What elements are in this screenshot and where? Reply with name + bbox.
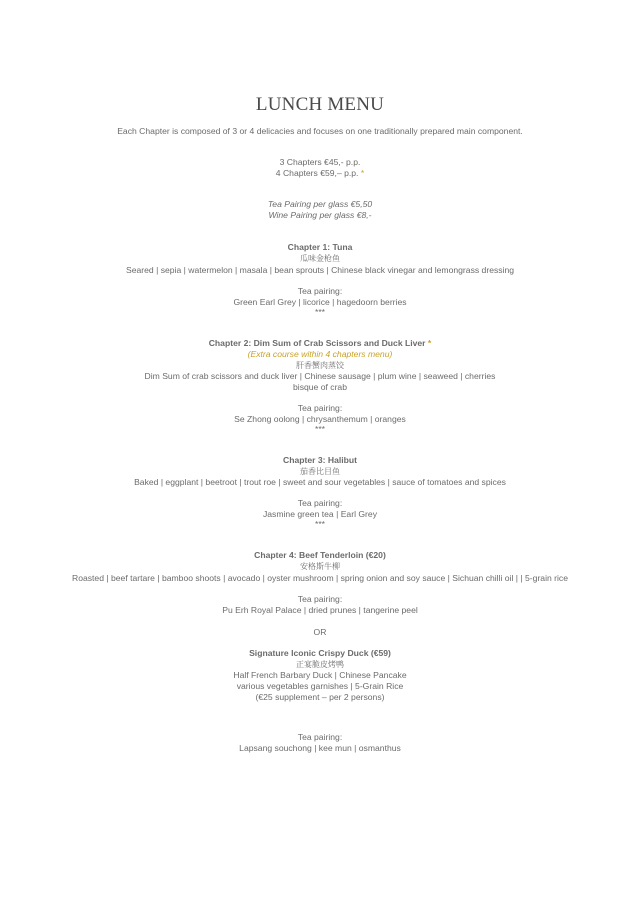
signature-chinese: 正宴脆皮烤鸭 [296, 660, 344, 669]
chapter-2-description-2: bisque of crab [293, 382, 347, 392]
chapter-4-title: Chapter 4: Beef Tenderloin (€20) [254, 550, 386, 560]
chapter-1-description: Seared | sepia | watermelon | masala | bean sprouts | Chinese black vinegar and lemongrass dressing [125, 265, 515, 275]
or-divider: OR [313, 627, 327, 637]
chapter-1-chinese: 瓜味金枪鱼 [300, 254, 340, 263]
price-four-chapters [0, 168, 640, 179]
chapter-3-tea-label: Tea pairing: [297, 498, 343, 508]
chapter-3-title: Chapter 3: Halibut [282, 455, 357, 465]
price-star: * [360, 168, 365, 178]
chapter-3-tea: Jasmine green tea | Earl Grey [262, 509, 377, 519]
signature-line-2: various vegetables garnishes | 5-Grain Rice [236, 681, 404, 691]
chapter-2-tea: Se Zhong oolong | chrysanthemum | oranges [234, 414, 406, 424]
chapter-1-tea-label: Tea pairing: [297, 286, 343, 296]
chapter-2-description: Dim Sum of crab scissors and duck liver | Chinese sausage | plum wine | seaweed | cherries [144, 371, 496, 381]
chapter-3-description: Baked | eggplant | beetroot | trout roe | sweet and sour vegetables | sauce of tomatoes and spices [134, 477, 506, 487]
signature-title: Signature Iconic Crispy Duck (€59) [249, 648, 391, 658]
chapter-4-tea: Pu Erh Royal Palace | dried prunes | tangerine peel [222, 605, 418, 615]
intro-text: Each Chapter is composed of 3 or 4 delicacies and focuses on one traditionally prepared main component. [117, 126, 523, 136]
signature-tea: Lapsang souchong | kee mun | osmanthus [239, 743, 401, 753]
separator: *** [314, 424, 326, 434]
chapter-2-note: (Extra course within 4 chapters menu) [247, 349, 393, 359]
price-three-chapters: 3 Chapters €45,- p.p. [279, 157, 361, 167]
chapter-2-title: Chapter 2: Dim Sum of Crab Scissors and Duck Liver [208, 338, 426, 348]
chapter-1-tea: Green Earl Grey | licorice | hagedoorn berries [233, 297, 407, 307]
wine-pairing-price: Wine Pairing per glass €8,- [268, 210, 372, 220]
separator: *** [314, 307, 326, 317]
signature-line-3: (€25 supplement – per 2 persons) [255, 692, 385, 702]
separator: *** [314, 519, 326, 529]
tea-pairing-price: Tea Pairing per glass €5,50 [267, 199, 373, 209]
chapter-2-title-row [0, 338, 640, 349]
chapter-3-chinese: 茄香比目鱼 [300, 467, 340, 476]
signature-tea-label: Tea pairing: [297, 732, 343, 742]
chapter-4-chinese: 安格斯牛柳 [300, 562, 340, 571]
signature-line-1: Half French Barbary Duck | Chinese Pancake [233, 670, 407, 680]
price-four-chapters-text: 4 Chapters €59,– p.p. [275, 168, 359, 178]
chapter-2-tea-label: Tea pairing: [297, 403, 343, 413]
chapter-1-title: Chapter 1: Tuna [287, 242, 353, 252]
chapter-4-tea-label: Tea pairing: [297, 594, 343, 604]
chapter-2-chinese: 肝香蟹肉蒸饺 [296, 361, 344, 370]
page-title: LUNCH MENU [255, 94, 385, 115]
chapter-4-description: Roasted | beef tartare | bamboo shoots | avocado | oyster mushroom | spring onion and soy sauce | Sichuan chilli oil | | 5-grain rice [71, 573, 569, 583]
chapter-2-star: * [427, 338, 432, 348]
